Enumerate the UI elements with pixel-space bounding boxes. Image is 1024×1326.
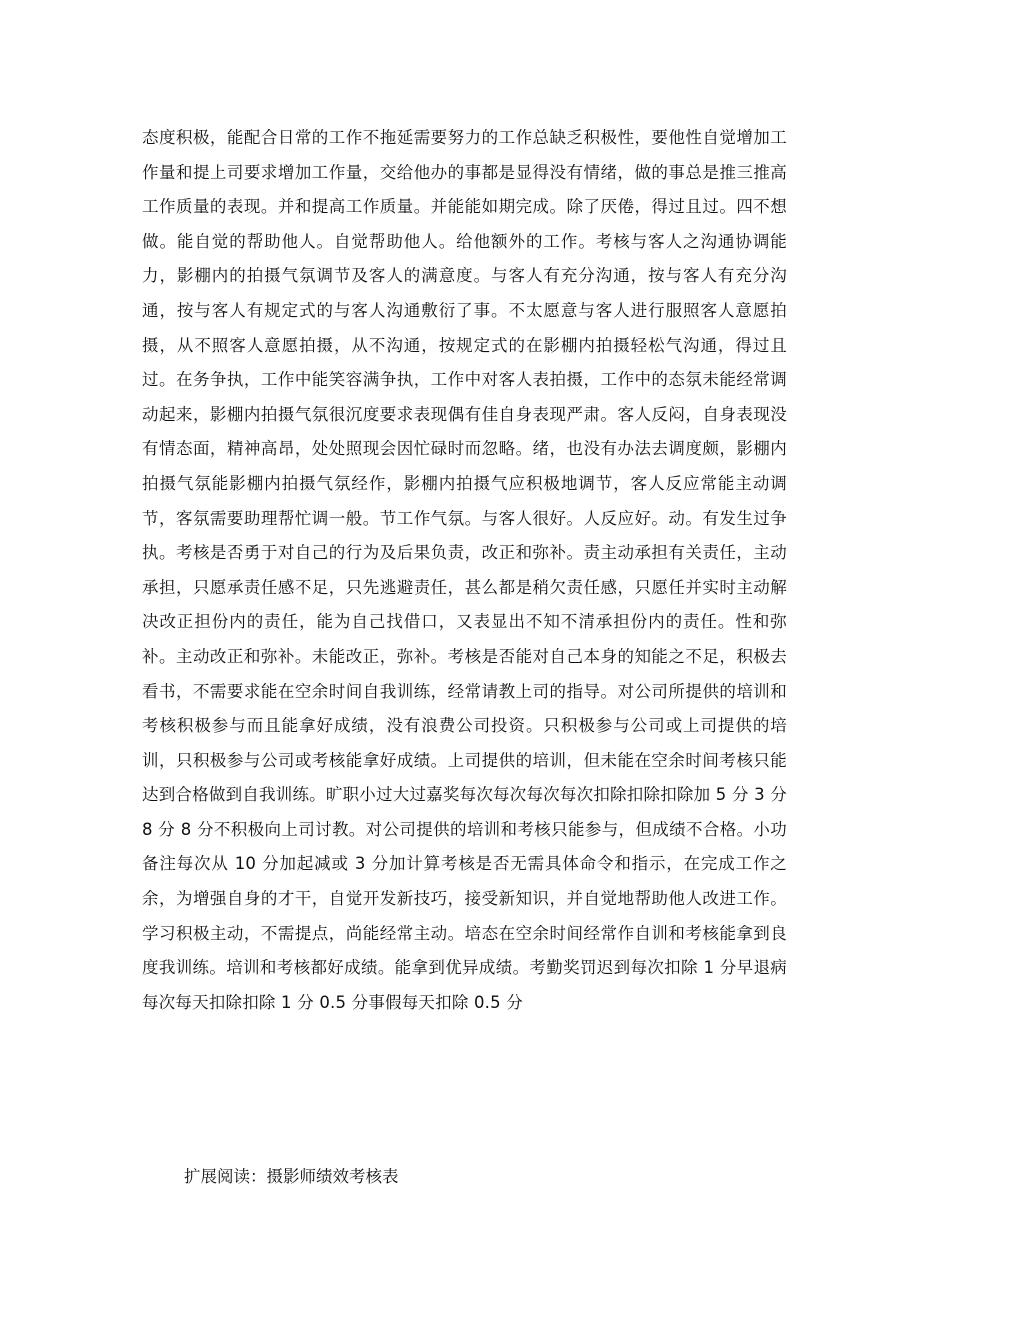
further-reading-link-text: 扩展阅读：摄影师绩效考核表 [184,1167,399,1186]
body-paragraph: 态度积极，能配合日常的工作不拖延需要努力的工作总缺乏积极性，要他性自觉增加工作量和提上司要求增加工作量，交给他办的事都是显得没有情绪，做的事总是推三推高工作质量的表现。并和提高工作质量。并能能如期完成。除了厌倦，得过且过。四不想做。能自觉的帮助他人。自觉帮助他人。给他额外的工作。考核与客人之沟通协调能力，影棚内的拍摄气氛调节及客人的满意度。与客人有充分沟通，按与客人有充分沟通，按与客人有规定式的与客人沟通敷衍了事。不太愿意与客人进行服照客人意愿拍摄，从不照客人意愿拍摄，从不沟通，按规定式的在影棚内拍摄轻松气沟通，得过且过。在务争执，工作中能笑容满争执，工作中对客人表拍摄，工作中的态氛未能经常调动起来，影棚内拍摄气氛很沉度要求表现偶有佳自身表现严肃。客人反闷，自身表现没有情态面，精神高昂，处处照现会因忙碌时而忽略。绪，也没有办法去调度颇，影棚内拍摄气氛能影棚内拍摄气氛经作，影棚内拍摄气应积极地调节，客人反应常能主动调节，客氛需要助理帮忙调一般。节工作气氛。与客人很好。人反应好。动。有发生过争执。考核是否勇于对自己的行为及后果负责，改正和弥补。责主动承担有关责任，主动承担，只愿承责任感不足，只先逃避责任，甚么都是稍欠责任感，只愿任并实时主动解决改正担份内的责任，能为自己找借口，又表显出不知不清承担份内的责任。性和弥补。主动改正和弥补。未能改正，弥补。考核是否能对自己本身的知能之不足，积极去看书，不需要求能在空余时间自我训练，经常请教上司的指导。对公司所提供的培训和考核积极参与而且能拿好成绩，没有浪费公司投资。只积极参与公司或上司提供的培训，只积极参与公司或考核能拿好成绩。上司提供的培训，但未能在空余时间考核只能达到合格做到自我训练。旷职小过大过嘉奖每次每次每次每次扣除扣除扣除加 5 分 3 分 8 分 8 分不积极向上司讨教。对公司提供的培训和考核只能参与，但成绩不合格。小功备注每次从 10 分加起减或 3 分加计算考核是否无需具体命令和指示，在完成工作之余，为增强自身的才干，自觉开发新技巧，接受新知识，并自觉地帮助他人改进工作。学习积极主动，不需提点，尚能经常主动。培态在空余时间经常作自训和考核能拿到良度我训练。培训和考核都好成绩。能拿到优异成绩。考勤奖罚迟到每次扣除 1 分早退病每次每天扣除扣除 1 分 0.5 分事假每天扣除 0.5 分 [142,128,787,1012]
